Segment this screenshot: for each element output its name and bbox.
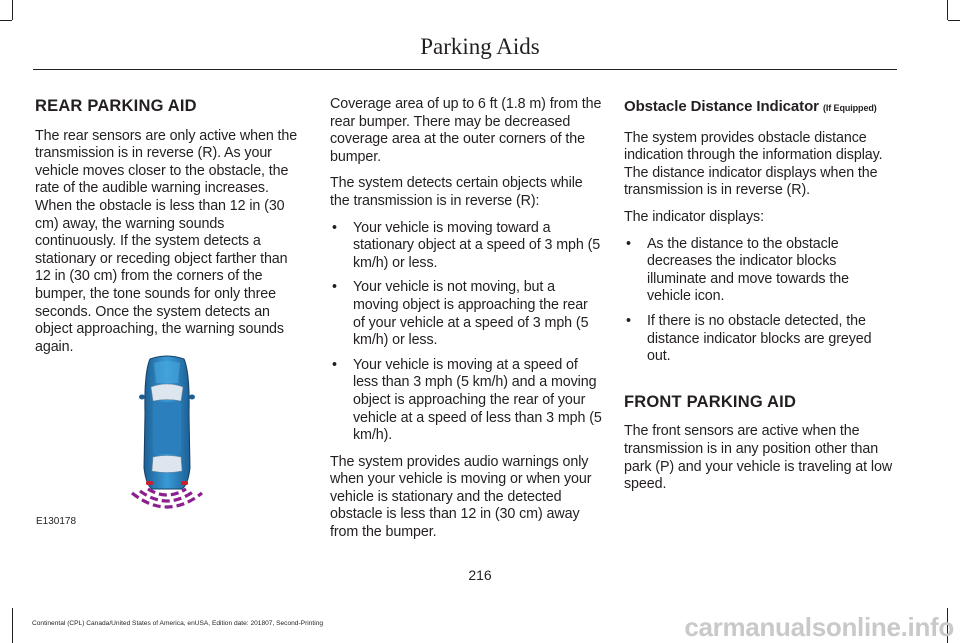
audio-warning-paragraph: The system provides audio warnings only when your vehicle is moving or when your vehicle is stationary and the detected obstacle is less than 12 in (30 cm) away from the bumper. [330,453,592,541]
crop-mark [947,0,948,20]
crop-mark [0,20,12,21]
if-equipped-label: (If Equipped) [822,103,877,113]
crop-mark [12,0,13,20]
obstacle-paragraph: The system provides obstacle distance indication through the information display. The distance indicator displays when the transmission is in reverse (R). [624,129,883,199]
detection-list [330,220,602,445]
front-parking-paragraph: The front sensors are active when the transmission is in any position other than park (P) and your vehicle is traveling at low speed. [624,423,893,493]
indicator-list [624,236,896,366]
list-item: • Your vehicle is moving at a speed of less than 3 mph (5 km/h) and a moving object is approaching the rear of your vehicle at a speed of less than 3 mph (5 km/h). [330,357,602,445]
list-item: • If there is no obstacle detected, the distance indicator blocks are greyed out. [624,313,896,366]
page-title: Parking Aids [420,34,540,59]
obstacle-indicator-heading [624,98,896,118]
edition-footer: Continental (CPL) Canada/United States of America, enUSA, Edition date: 201807, Second-Printing [32,620,324,627]
detection-intro: The system detects certain objects while the transmission is in reverse (R): [330,175,583,209]
crop-mark [12,608,13,643]
column-right [624,96,896,503]
list-item: • As the distance to the obstacle decreases the indicator blocks illuminate and move towards the vehicle icon. [624,236,896,306]
crop-mark [948,20,960,21]
rear-parking-paragraph: The rear sensors are only active when the transmission is in reverse (R). As your vehicle moves closer to the obstacle, the rate of the audible warning increases. When the obstacle is less than 12 in (30 cm) away, the warning sounds continuously. If the system detects a stationary or receding object farther than 12 in (30 cm) from the corners of the bumper, the tone sounds for only three seconds. Once the system detects an object approaching, the warning sounds again. [35,127,298,355]
car-top-view-icon [126,353,208,513]
image-code: E130178 [36,516,77,527]
header-divider [33,69,897,70]
page-number: 216 [468,567,492,583]
watermark: carmanualsonline.info [684,612,954,642]
column-left [35,96,307,365]
list-item: • Your vehicle is moving toward a stationary object at a speed of 3 mph (5 km/h) or less. [330,220,602,273]
column-middle [330,96,602,551]
list-item: • Your vehicle is not moving, but a moving object is approaching the rear of your vehicle at a speed of 3 mph (5 km/h) or less. [330,279,602,349]
obstacle-heading-text: Obstacle Distance Indicator [624,98,819,115]
indicator-intro: The indicator displays: [624,208,764,225]
rear-sensor-illustration [126,353,208,513]
rear-parking-heading: REAR PARKING AID [35,97,197,115]
coverage-paragraph: Coverage area of up to 6 ft (1.8 m) from the rear bumper. There may be decreased coverage area at the outer corners of the bumper. [330,96,602,165]
front-parking-heading: FRONT PARKING AID [624,392,797,411]
